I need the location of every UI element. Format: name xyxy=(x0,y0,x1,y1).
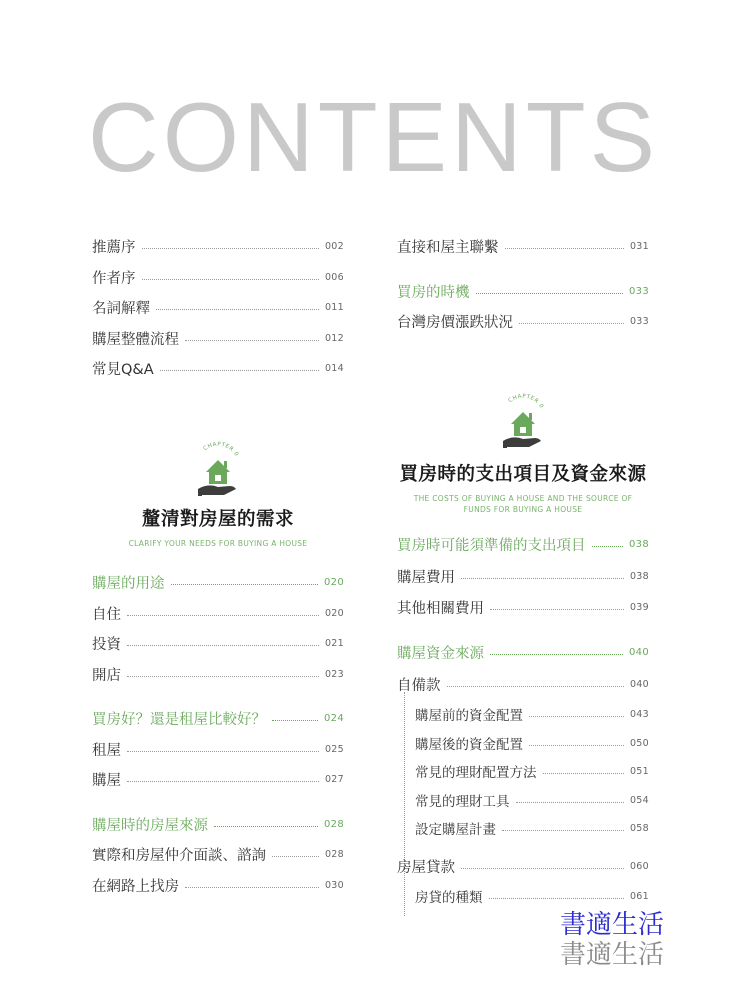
toc-entry-label: 常見的理財配置方法 xyxy=(415,765,537,781)
toc-entry-page: 020 xyxy=(324,576,344,588)
toc-entry-page: 054 xyxy=(629,794,649,806)
toc-section[interactable] xyxy=(92,707,344,729)
toc-entry[interactable] xyxy=(92,632,344,654)
toc-subentry[interactable] xyxy=(415,760,649,782)
chapter-2-heading xyxy=(385,460,661,516)
toc-entry-page: 006 xyxy=(324,271,344,283)
toc-entry[interactable] xyxy=(92,296,344,318)
toc-entry-page: 027 xyxy=(324,773,344,785)
toc-entry[interactable] xyxy=(92,843,344,865)
toc-entry-label: 買房的時機 xyxy=(397,284,470,301)
toc-entry-page: 033 xyxy=(629,285,649,297)
toc-entry-page: 021 xyxy=(324,637,344,649)
toc-entry-label: 房貸的種類 xyxy=(415,890,483,906)
svg-text:CHAPTER 01 xyxy=(192,440,239,458)
toc-entry-page: 028 xyxy=(324,818,344,830)
chapter-badge: CHAPTER 0 xyxy=(202,441,240,458)
chapter-subtitle-line: THE COSTS OF BUYING A HOUSE AND THE SOURCE OF xyxy=(413,494,633,503)
toc-entry-page: 039 xyxy=(629,601,649,613)
toc-subentry[interactable] xyxy=(415,732,649,754)
toc-entry-label: 自住 xyxy=(92,606,121,623)
toc-entry-label: 其他相關費用 xyxy=(397,600,484,617)
toc-entry-page: 012 xyxy=(324,332,344,344)
toc-entry-label: 直接和屋主聯繫 xyxy=(397,239,499,256)
toc-entry-page: 061 xyxy=(629,890,649,902)
toc-entry-label: 租屋 xyxy=(92,742,121,759)
toc-section[interactable] xyxy=(92,813,344,835)
toc-section[interactable] xyxy=(92,571,344,593)
toc-entry-page: 002 xyxy=(324,240,344,252)
toc-entry-page: 031 xyxy=(629,240,649,252)
toc-entry-label: 購屋時的房屋來源 xyxy=(92,817,208,834)
toc-entry-label: 自備款 xyxy=(397,677,441,694)
chapter-subtitle xyxy=(385,494,661,516)
toc-entry-page: 028 xyxy=(324,848,344,860)
toc-entry-label: 買房時可能須準備的支出項目 xyxy=(397,537,586,554)
house-in-hand-icon xyxy=(497,392,549,454)
house-in-hand-icon xyxy=(192,440,244,502)
watermark xyxy=(560,910,664,970)
chapter-title: 買房時的支出項目及資金來源 xyxy=(399,464,647,485)
toc-section[interactable] xyxy=(397,641,649,663)
toc-entry[interactable] xyxy=(92,738,344,760)
toc-subentry[interactable] xyxy=(415,789,649,811)
toc-entry-page: 058 xyxy=(629,822,649,834)
toc-entry[interactable] xyxy=(397,565,649,587)
toc-subentry[interactable] xyxy=(415,885,649,907)
toc-entry-label: 設定購屋計畫 xyxy=(415,822,496,838)
toc-subentry[interactable] xyxy=(415,817,649,839)
toc-entry[interactable] xyxy=(92,768,344,790)
toc-entry-page: 040 xyxy=(629,678,649,690)
toc-entry[interactable] xyxy=(92,235,344,257)
toc-entry-page: 014 xyxy=(324,362,344,374)
toc-entry-page: 050 xyxy=(629,737,649,749)
toc-entry-label: 買房好？還是租屋比較好？ xyxy=(92,711,266,728)
chapter-1-heading xyxy=(92,505,344,550)
toc-entry[interactable] xyxy=(92,602,344,624)
toc-entry-label: 購屋費用 xyxy=(397,569,455,586)
toc-entry-page: 040 xyxy=(629,646,649,658)
sub-entries-divider xyxy=(404,692,405,916)
toc-entry-page: 038 xyxy=(629,538,649,550)
toc-entry-label: 投資 xyxy=(92,636,121,653)
toc-entry-label: 常見的理財工具 xyxy=(415,794,510,810)
toc-entry-label: 推薦序 xyxy=(92,239,136,256)
svg-text:CHAPTER 02 xyxy=(497,392,544,410)
toc-entry-label: 開店 xyxy=(92,667,121,684)
toc-entry[interactable] xyxy=(397,596,649,618)
toc-entry[interactable] xyxy=(397,310,649,332)
toc-entry-page: 011 xyxy=(324,301,344,313)
toc-entry-page: 024 xyxy=(324,712,344,724)
toc-entry-label: 房屋貸款 xyxy=(397,859,455,876)
toc-entry-page: 030 xyxy=(324,879,344,891)
toc-section[interactable] xyxy=(397,280,649,302)
chapter-badge: CHAPTER 0 xyxy=(507,393,545,410)
toc-entry-label: 購屋 xyxy=(92,772,121,789)
toc-entry-label: 台灣房價漲跌狀況 xyxy=(397,314,513,331)
chapter-title: 釐清對房屋的需求 xyxy=(141,509,294,530)
toc-entry[interactable] xyxy=(397,235,649,257)
toc-entry-page: 038 xyxy=(629,570,649,582)
page-title: CONTENTS xyxy=(88,82,659,192)
toc-entry-label: 常見Q&A xyxy=(92,361,154,378)
toc-entry-label: 購屋資金來源 xyxy=(397,645,484,662)
toc-entry-label: 在網路上找房 xyxy=(92,878,179,895)
toc-entry[interactable] xyxy=(397,673,649,695)
toc-entry[interactable] xyxy=(397,855,649,877)
chapter-subtitle: CLARIFY YOUR NEEDS FOR BUYING A HOUSE xyxy=(128,539,308,548)
toc-entry-page: 060 xyxy=(629,860,649,872)
toc-entry-label: 作者序 xyxy=(92,270,136,287)
toc-entry-page: 023 xyxy=(324,668,344,680)
watermark-line: 書適生活 xyxy=(560,910,665,940)
toc-entry[interactable] xyxy=(92,327,344,349)
toc-entry-page: 033 xyxy=(629,315,649,327)
toc-entry-label: 購屋整體流程 xyxy=(92,331,179,348)
toc-entry-page: 043 xyxy=(629,708,649,720)
toc-subentry[interactable] xyxy=(415,703,649,725)
toc-entry[interactable] xyxy=(92,266,344,288)
toc-entry-label: 購屋前的資金配置 xyxy=(415,708,523,724)
toc-entry-label: 實際和房屋仲介面談、諮詢 xyxy=(92,847,266,864)
toc-entry[interactable] xyxy=(92,874,344,896)
toc-entry-label: 購屋的用途 xyxy=(92,575,165,592)
toc-entry[interactable] xyxy=(92,663,344,685)
watermark-line: 書適生活 xyxy=(560,940,665,970)
toc-section[interactable] xyxy=(397,533,649,555)
toc-entry-page: 020 xyxy=(324,607,344,619)
toc-entry[interactable] xyxy=(92,357,344,379)
toc-entry-label: 購屋後的資金配置 xyxy=(415,737,523,753)
toc-entry-page: 025 xyxy=(324,743,344,755)
toc-entry-label: 名詞解釋 xyxy=(92,300,150,317)
toc-entry-page: 051 xyxy=(629,765,649,777)
chapter-subtitle-line: FUNDS FOR BUYING A HOUSE xyxy=(463,504,583,514)
